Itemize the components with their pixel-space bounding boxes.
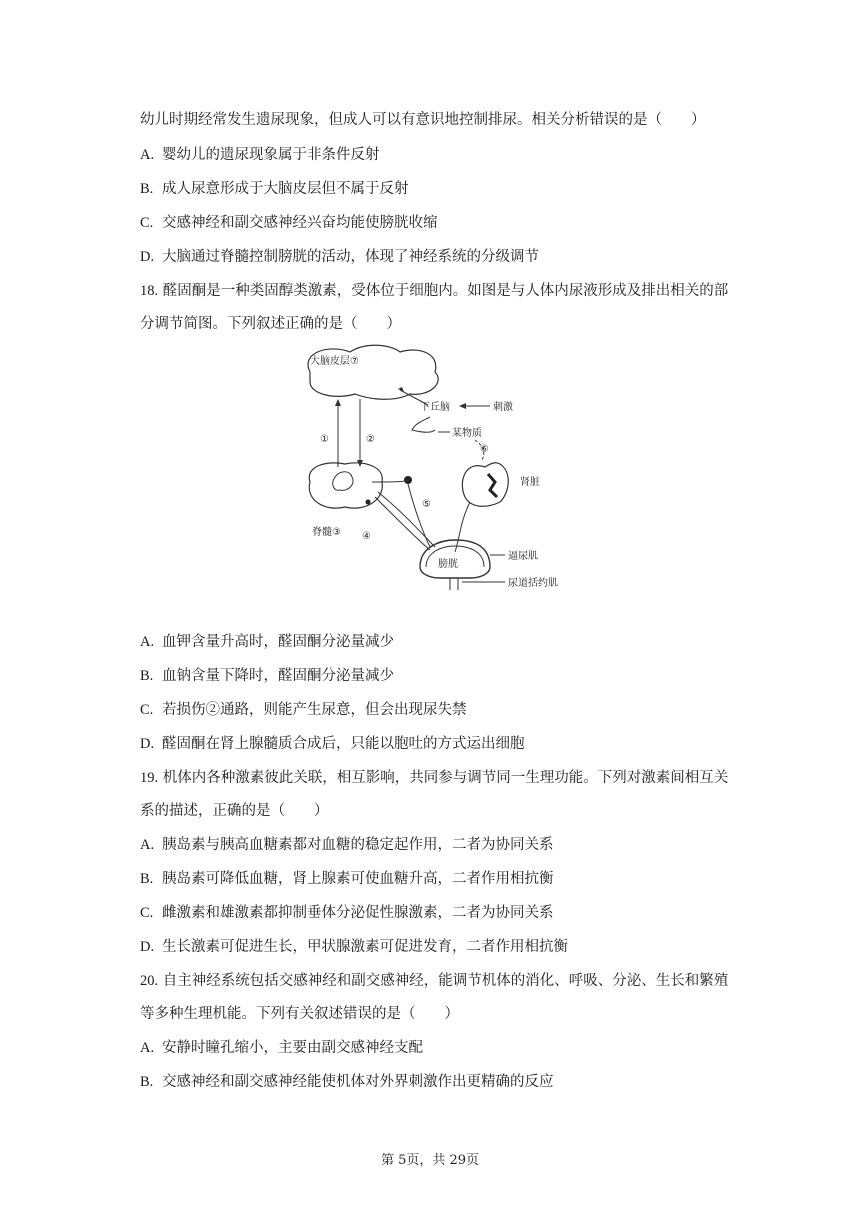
option-letter: C. (140, 702, 154, 718)
page-footer: 第 5页，共 29页 (380, 1153, 480, 1168)
option-text: 交感神经和副交感神经能使机体对外界刺激作出更精确的反应 (162, 1074, 554, 1090)
pathway-1-label: ① (320, 434, 329, 445)
option-letter: A. (140, 1040, 155, 1056)
option-text: 雌激素和雄激素都抑制垂体分泌促性腺激素，二者为协同关系 (162, 905, 554, 921)
option-text: 大脑通过脊髓控制膀胱的活动，体现了神经系统的分级调节 (162, 249, 539, 265)
q19-option-a (140, 835, 554, 855)
q18-option-d (140, 734, 525, 754)
q20-option-a (140, 1038, 423, 1058)
q18-stem-line2: 分调节简图。下列叙述正确的是（ ） (140, 316, 401, 332)
option-text: 若损伤②通路，则能产生尿意，但会出现尿失禁 (162, 702, 467, 718)
q18-option-a (140, 632, 394, 652)
option-letter: C. (140, 215, 154, 231)
option-text: 安静时瞳孔缩小，主要由副交感神经支配 (162, 1040, 423, 1056)
option-letter: B. (140, 668, 154, 684)
option-text: 血钠含量下降时，醛固酮分泌量减少 (162, 668, 394, 684)
q20-stem-line1 (140, 971, 728, 991)
stem-text: 醛固酮是一种类固醇类激素，受体位于细胞内。如图是与人体内尿液形成及排出相关的部 (162, 283, 729, 299)
question-number: 19. (140, 770, 159, 786)
urine-regulation-diagram (290, 342, 590, 592)
stimulus-label: 刺激 (493, 402, 513, 413)
stem-text: 机体内各种激素彼此关联，相互影响，共同参与调节同一生理功能。下列对激素间相互关 (162, 770, 729, 786)
option-text: 血钾含量升高时，醛固酮分泌量减少 (162, 634, 394, 650)
option-letter: A. (140, 837, 155, 853)
option-text: 胰岛素可降低血糖，肾上腺素可使血糖升高，二者作用相抗衡 (162, 871, 554, 887)
option-letter: A. (140, 147, 155, 163)
detrusor-label: 逼尿肌 (508, 551, 538, 562)
pathway-2-label: ② (366, 434, 375, 445)
kidney-shape (462, 463, 508, 507)
option-text: 交感神经和副交感神经兴奋均能使膀胱收缩 (162, 215, 438, 231)
question-number: 18. (140, 283, 159, 299)
option-letter: C. (140, 905, 154, 921)
pathway-4-label: ④ (362, 531, 371, 542)
q17-stem: 幼儿时期经常发生遗尿现象，但成人可以有意识地控制排尿。相关分析错误的是（ ） (140, 112, 706, 128)
option-text: 生长激素可促进生长，甲状腺激素可促进发育，二者作用相抗衡 (162, 939, 568, 955)
option-text: 胰岛素与胰高血糖素都对血糖的稳定起作用，二者为协同关系 (162, 837, 554, 853)
q17-option-a (140, 145, 380, 165)
spinal-cord-label: 脊髓③ (312, 527, 341, 538)
pathway-6-label: ⑥ (480, 444, 489, 455)
option-letter: D. (140, 249, 155, 265)
hypothalamus-label: 下丘脑 (420, 402, 450, 413)
q19-stem-line2: 系的描述，正确的是（ ） (140, 803, 329, 819)
q18-stem-line1 (140, 281, 728, 301)
question-number: 20. (140, 973, 159, 989)
brain-label: 大脑皮层⑦ (310, 356, 359, 367)
spinal-cord-shape (309, 463, 382, 508)
option-text: 成人尿意形成于大脑皮层但不属于反射 (162, 181, 409, 197)
sphincter-label: 尿道括约肌 (508, 578, 558, 589)
option-letter: D. (140, 939, 155, 955)
option-text: 醛固酮在肾上腺髓质合成后，只能以胞吐的方式运出细胞 (162, 736, 525, 752)
brain-shape (308, 345, 438, 399)
substance-label: 某物质 (452, 428, 482, 439)
q17-option-d (140, 247, 539, 267)
q18-option-b (140, 666, 394, 686)
q19-option-b (140, 869, 554, 889)
option-text: 婴幼儿的遗尿现象属于非条件反射 (162, 147, 380, 163)
option-letter: B. (140, 181, 154, 197)
option-letter: D. (140, 736, 155, 752)
q19-option-c (140, 903, 554, 923)
q17-option-b (140, 179, 409, 199)
option-letter: A. (140, 634, 155, 650)
kidney-label: 肾脏 (520, 477, 540, 488)
q20-option-b (140, 1072, 554, 1092)
q19-option-d (140, 937, 568, 957)
stem-text: 自主神经系统包括交感神经和副交感神经，能调节机体的消化、呼吸、分泌、生长和繁殖 (162, 973, 729, 989)
pathway-5-label: ⑤ (422, 499, 431, 510)
q19-stem-line1 (140, 768, 728, 788)
bladder-label: 膀胱 (438, 559, 458, 570)
q18-option-c (140, 700, 467, 720)
option-letter: B. (140, 1074, 154, 1090)
option-letter: B. (140, 871, 154, 887)
q20-stem-line2: 等多种生理机能。下列有关叙述错误的是（ ） (140, 1006, 459, 1022)
q17-option-c (140, 213, 438, 233)
